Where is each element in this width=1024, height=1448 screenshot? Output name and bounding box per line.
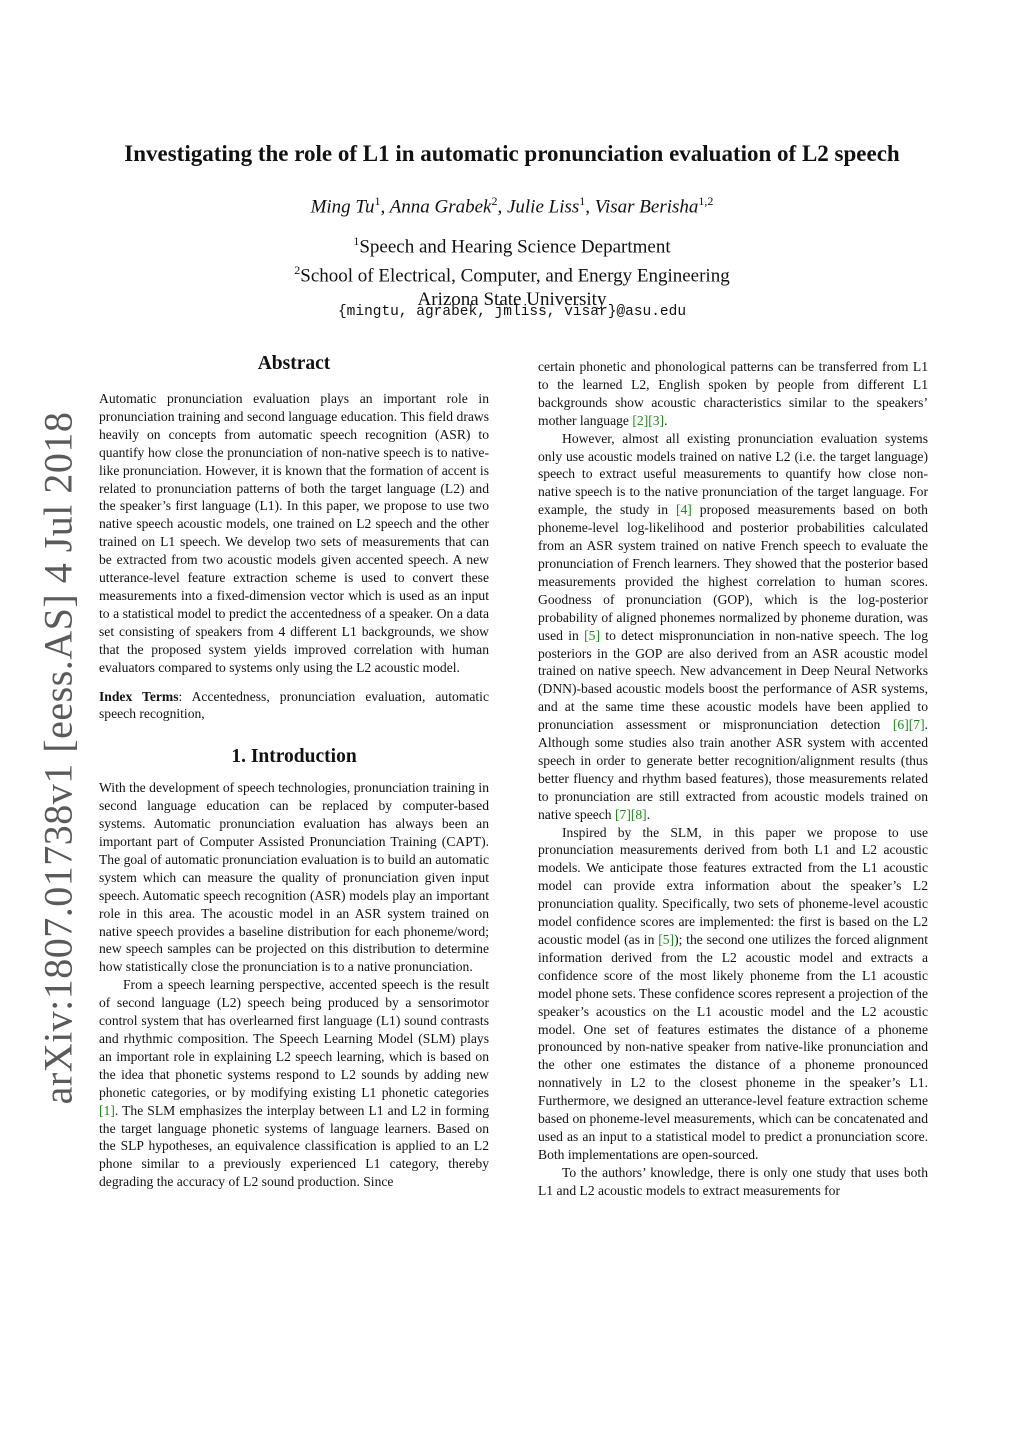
author-emails: {mingtu, agrabek, jmliss, visar}@asu.edu	[337, 304, 687, 320]
affiliation-number: 1	[353, 234, 360, 248]
affiliations	[0, 230, 1024, 311]
paragraph-text: .	[664, 412, 668, 428]
right-column	[538, 358, 928, 1200]
abstract-text: Automatic pronunciation evaluation plays an important role in pronunciation training and second language education. This field draws heavily on concepts from automatic speech recognition (ASR) to quantify how close the pronunciation of non-native speech is to native-like pronunciation. However, it is known that the formation of accent is related to pronunciation patterns of both the target language (L2) and the speaker’s first language (L1). In this paper, we propose to use two native speech acoustic models, one trained on L2 speech and the other trained on L1 speech. We develop two sets of measurements that can be extracted from two acoustic models given accented speech. A new utterance-level feature extraction scheme is used to convert these measurements into a fixed-dimension vector which is used as an input to a statistical model to predict the accentedness of a speaker. On a data set consisting of speakers from 4 different L1 backgrounds, we show that the proposed system yields improved correlation with human evaluators compared to systems only using the L2 acoustic model.	[99, 391, 489, 675]
author-affiliation-mark: 1	[579, 194, 586, 208]
citation-link[interactable]: [7][8]	[615, 806, 647, 822]
index-terms-label: Index Terms	[99, 688, 179, 704]
author-affiliation-mark: 1	[374, 194, 381, 208]
paragraph-text: From a speech learning perspective, accented speech is the result of second language (L2) speech being produced by a sensorimotor control system that has overlearned first language (L1) sound contrasts and rhythmic composition. The Speech Learning Model (SLM) plays an important role in explaining L2 speech learning, which is based on the idea that phonetic systems respond to L2 sounds by adding new phonetic categories, or by modifying existing L1 phonetic categories	[99, 977, 489, 1100]
affiliation-text: Speech and Hearing Science Department	[359, 236, 671, 258]
paragraph-text: proposed measurements based on both phoneme-level log-likelihood and posterior probabilities calculated from an ASR system trained on native French speech to evaluate the pronunciation of French learners. They showed that the posterior based measurements provided the highest correlation to human scores. Goodness of pronunciation (GOP), which is the log-posterior probability of aligned phonemes normalized by phoneme duration, was used in	[538, 502, 928, 643]
affiliation-line	[0, 230, 1024, 259]
intro-paragraph	[538, 824, 928, 1164]
paragraph-text: . Although some studies also train another ASR system with accented speech in order to generate better recognition/alignment results (thus better fluency and rhythm based features), those measurements related to pronunciation are still extracted from acoustic models trained on native speech	[538, 717, 928, 822]
author-affiliation-mark: 2	[491, 194, 498, 208]
paragraph-text: However, almost all existing pronunciation evaluation systems only use acoustic models trained on native L2 (i.e. the target language) speech to extract useful measurements to quantify how close non-native speech is to the native pronunciation of the target language. For example, the study in	[538, 430, 928, 518]
intro-paragraph: With the development of speech technologies, pronunciation training in second language education can be replaced by computer-based systems. Automatic pronunciation evaluation has always been an important part of Computer Assisted Pronunciation Training (CAPT). The goal of automatic pronunciation evaluation is to build an automatic system which can measure the quality of pronunciation given input speech. Automatic speech recognition (ASR) models play an important role in this area. The acoustic model in an ASR system trained on native speech provides a baseline distribution for each phoneme/word; new speech samples can be projected on this distribution to determine how statistically close the pronunciation is to a native pronunciation.	[99, 780, 489, 975]
citation-link[interactable]: [5]	[584, 627, 600, 643]
paragraph-text: .	[646, 806, 651, 822]
citation-link[interactable]: [5]	[658, 932, 675, 947]
paragraph-text: ); the second one utilizes the forced alignment information derived from the L2 acoustic model and extracts a confidence score of the most likely phoneme from the L1 acoustic model phone sets. These confidence scores represent a projection of the speaker’s acoustics on the L1 acoustic model and the L2 acoustic model. One set of features estimates the distance of a phoneme pronounced by non-native speaker from native-like pronunciation and the other one estimates the distance of a phoneme pronounced nonnatively in L2 to the closest phoneme in the speaker’s L1. Furthermore, we designed an utterance-level feature extraction scheme based on phoneme-level measurements, which can be concatenated and used as an input to a statistical model to predict a pronunciation score. Both implementations are open-sourced.	[538, 932, 928, 1162]
abstract-heading: Abstract	[257, 353, 331, 374]
paragraph-text: . The SLM emphasizes the interplay between L1 and L2 in forming the target language phonetic systems of language learners. Based on the SLP hypotheses, an equivalence classification is applied to an L2 phone similar to a previously experienced L1 category, thereby degrading the accuracy of L2 sound production. Since	[99, 1102, 489, 1190]
citation-link[interactable]: [4]	[675, 502, 692, 518]
index-terms	[99, 688, 489, 724]
paragraph-text: Inspired by the SLM, in this paper we propose to use pronunciation measurements derived from both L1 and L2 acoustic models. We anticipate those features extracted from the L1 acoustic model can provide extra information about the speaker’s L2 pronunciation quality. Specifically, two sets of phoneme-level acoustic model confidence scores are implemented: the first is based on the L2 acoustic model (as in	[538, 824, 928, 947]
index-terms-text: : Accentedness, pronunciation evaluation, automatic speech recognition,	[99, 688, 489, 722]
affiliation-text: School of Electrical, Computer, and Energy Engineering	[300, 265, 730, 287]
intro-paragraph	[538, 358, 928, 430]
paragraph-text: to detect mispronunciation in non-native speech. The log posteriors in the GOP are also derived from an ASR acoustic model trained on native speech. New advancement in Deep Neural Networks (DNN)-based acoustic models boost the performance of ASR systems, and at the same time these acoustic models have been applied to pronunciation assessment or mispronunciation detection	[538, 627, 928, 733]
university-name: Arizona State University	[417, 288, 607, 310]
citation-link[interactable]: [1]	[99, 1102, 115, 1118]
citation-link[interactable]: [6][7]	[892, 717, 925, 733]
citation-link[interactable]: [2][3]	[632, 412, 665, 428]
author-name: Visar Berisha	[594, 196, 699, 218]
author-name: Julie Liss	[506, 196, 580, 218]
author-affiliation-mark: 1,2	[698, 194, 714, 208]
left-column	[99, 352, 489, 1191]
paper-title: Investigating the role of L1 in automatic pronunciation evaluation of L2 speech	[124, 141, 900, 166]
author-name: Anna Grabek	[389, 196, 492, 218]
introduction-heading: 1. Introduction	[231, 746, 357, 768]
intro-paragraph	[99, 976, 489, 1191]
intro-paragraph: To the authors’ knowledge, there is only one study that uses both L1 and L2 acoustic models to extract measurements for	[538, 1164, 928, 1198]
intro-paragraph	[538, 430, 928, 824]
author-list: Ming Tu$^1$, Anna Grabek$^2$, Julie Liss$^1$, Visar Berisha$^{1,2}$	[310, 194, 714, 218]
paragraph-text: certain phonetic and phonological patterns can be transferred from L1 to the learned L2, English spoken by people from different L1 backgrounds show acoustic characteristics similar to the speakers’ mother language	[538, 359, 928, 428]
arxiv-identifier: arXiv:1807.01738v1 [eess.AS] 4 Jul 2018	[35, 411, 81, 1105]
author-name: Ming Tu	[310, 196, 375, 218]
affiliation-line	[0, 259, 1024, 288]
affiliation-number: 2	[294, 262, 301, 277]
